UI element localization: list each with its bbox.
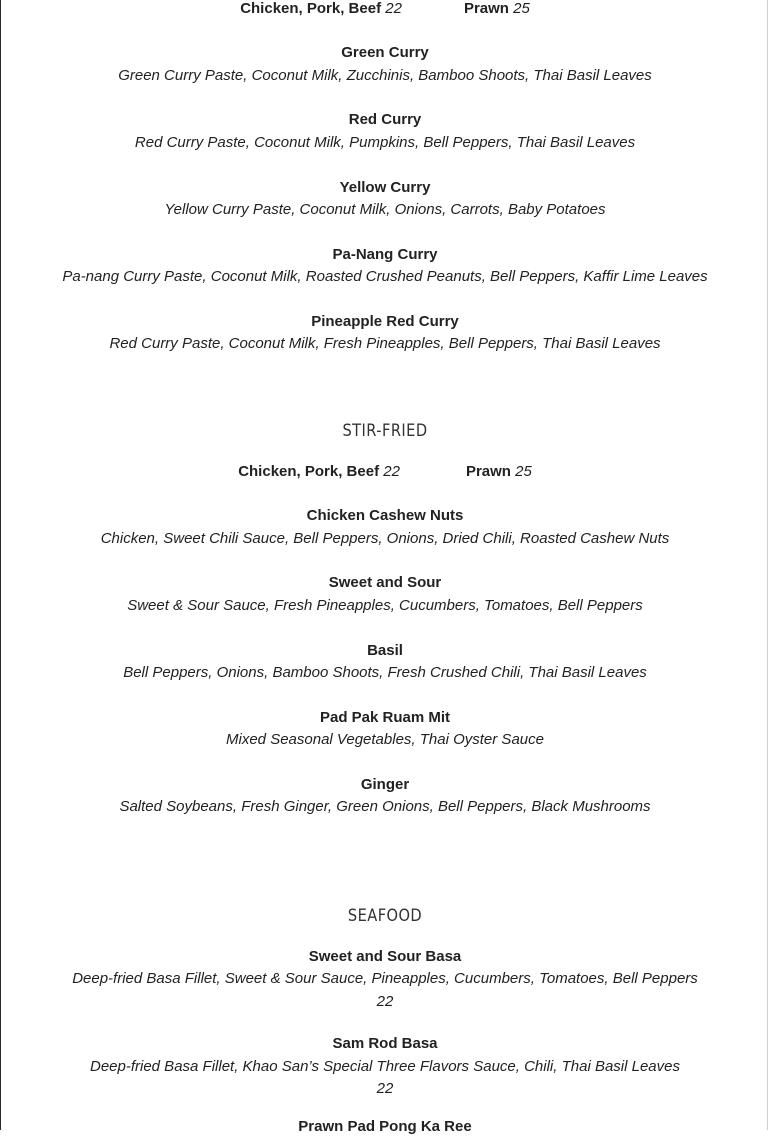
menu-item-name: Sweet and Sour <box>328 574 442 591</box>
menu-item-name: Yellow Curry <box>339 179 431 196</box>
menu-item-name: Chicken Cashew Nuts <box>306 507 464 524</box>
meat-label: Chicken, Pork, Beef <box>240 0 382 17</box>
menu-item-description: Pa-nang Curry Paste, Coconut Milk, Roasted Crushed Peanuts, Bell Peppers, Kaffir Lime Leaves <box>62 268 708 285</box>
menu-item-name: Basil <box>367 642 403 659</box>
section-title-seafood: SEAFOOD <box>347 906 423 926</box>
menu-item-name: Pad Pak Ruam Mit <box>319 709 451 726</box>
menu-item-description: Red Curry Paste, Coconut Milk, Pumpkins, Bell Peppers, Thai Basil Leaves <box>134 134 636 151</box>
menu-item-description: Salted Soybeans, Fresh Ginger, Green Onions, Bell Peppers, Black Mushrooms <box>119 798 651 815</box>
meat-label: Chicken, Pork, Beef <box>238 463 380 480</box>
menu-item-name: Sam Rod Basa <box>332 1035 438 1052</box>
menu-item-name: Red Curry <box>348 111 422 128</box>
stir-fried-price-line <box>0 462 770 482</box>
menu-item-description: Sweet & Sour Sauce, Fresh Pineapples, Cucumbers, Tomatoes, Bell Peppers <box>127 597 643 614</box>
menu-item-description: Red Curry Paste, Coconut Milk, Fresh Pineapples, Bell Peppers, Thai Basil Leaves <box>109 335 661 352</box>
menu-item-description: Yellow Curry Paste, Coconut Milk, Onions, Carrots, Baby Potatoes <box>164 201 606 218</box>
menu-item-description: Green Curry Paste, Coconut Milk, Zucchinis, Bamboo Shoots, Thai Basil Leaves <box>118 67 652 84</box>
menu-item-description: Deep-fried Basa Fillet, Sweet & Sour Sauce, Pineapples, Cucumbers, Tomatoes, Bell Peppers <box>72 970 698 987</box>
meat-price: 22 <box>385 0 402 17</box>
menu-item-description: Chicken, Sweet Chili Sauce, Bell Peppers, Onions, Dried Chili, Roasted Cashew Nuts <box>100 530 670 547</box>
menu-item-price: 22 <box>376 1080 394 1097</box>
prawn-label: Prawn <box>463 0 509 17</box>
menu-item-price: 22 <box>376 993 394 1010</box>
menu-item-name: Prawn Pad Pong Ka Ree <box>298 1118 472 1135</box>
curry-price-line <box>0 0 770 19</box>
menu-item-description: Bell Peppers, Onions, Bamboo Shoots, Fresh Crushed Chili, Thai Basil Leaves <box>123 664 647 681</box>
meat-price: 22 <box>383 463 400 480</box>
menu-item-name: Ginger <box>360 776 410 793</box>
menu-item-name: Sweet and Sour Basa <box>308 948 462 965</box>
menu-item-description: Mixed Seasonal Vegetables, Thai Oyster Sauce <box>226 731 544 748</box>
menu-item-name: Green Curry <box>341 44 429 61</box>
menu-item-name: Pineapple Red Curry <box>311 313 459 330</box>
prawn-price: 25 <box>515 463 532 480</box>
prawn-label: Prawn <box>465 463 511 480</box>
prawn-price: 25 <box>513 0 530 17</box>
section-title-stir-fried: STIR-FRIED <box>342 421 428 441</box>
menu-item-name: Pa-Nang Curry <box>332 246 438 263</box>
menu-item-description: Deep-fried Basa Fillet, Khao San’s Special Three Flavors Sauce, Chili, Thai Basil Leaves <box>89 1058 680 1075</box>
